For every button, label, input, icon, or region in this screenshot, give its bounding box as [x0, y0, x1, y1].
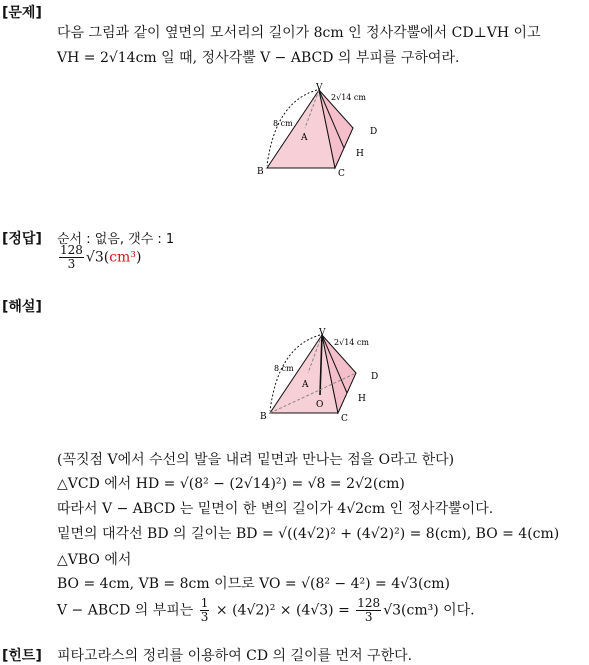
problem-line-1: 다음 그림과 같이 옆면의 모서리의 길이가 8cm 인 정사각뿔에서 CD⊥VH 이고 [57, 25, 541, 41]
pyramid-figure [255, 82, 395, 182]
problem-tag: [문제] [2, 5, 42, 21]
answer-tag: [정답] [2, 231, 42, 247]
fig1-label-side: 8 cm [273, 119, 293, 128]
result-numerator: 128 [357, 596, 381, 610]
fig1-label-v: V [316, 83, 323, 93]
volume-prefix: V − ABCD 의 부피는 [57, 602, 194, 619]
volume-fraction-third [200, 597, 210, 624]
volume-suffix: √3(cm³) 이다. [383, 602, 475, 619]
solution-line-2: △VCD 에서 HD = √(8² − (2√14)²) = √8 = 2√2(cm) [57, 476, 405, 492]
answer-root: √3( [85, 249, 110, 266]
volume-fraction-result [356, 597, 381, 624]
result-denominator: 3 [364, 610, 373, 624]
pyramid-figure-solution [258, 327, 398, 427]
fig1-label-b: B [257, 167, 264, 177]
solution-tag: [해설] [2, 299, 42, 315]
fig2-label-c: C [341, 414, 348, 424]
fig1-label-a: A [301, 133, 308, 143]
fig1-label-h: H [356, 149, 364, 159]
fig2-label-h: H [358, 394, 366, 404]
fig1-label-edge: 2√14 cm [331, 93, 366, 102]
hint-text: 피타고라스의 정리를 이용하여 CD 의 길이를 먼저 구한다. [57, 648, 413, 664]
fig2-label-side: 8 cm [274, 364, 294, 373]
fig2-label-b: B [260, 412, 267, 422]
answer-value [57, 244, 141, 271]
fig2-label-a: A [302, 380, 309, 390]
solution-line-7 [57, 597, 475, 624]
fig2-label-d: D [371, 372, 379, 382]
answer-numerator: 128 [60, 243, 83, 257]
third-denominator: 3 [200, 610, 209, 624]
answer-denominator: 3 [67, 257, 76, 271]
answer-close: ) [135, 249, 142, 266]
solution-line-3: 따라서 V − ABCD 는 밑면이 한 변의 길이가 4√2cm 인 정사각뿔이다. [57, 501, 494, 517]
third-numerator: 1 [200, 596, 209, 610]
fig2-label-o: O [316, 400, 324, 410]
hint-tag: [힌트] [2, 648, 42, 664]
volume-middle: × (4√2)² × (4√3) = [215, 602, 350, 619]
solution-line-4: 밑면의 대각선 BD 의 길이는 BD = √((4√2)² + (4√2)²) = 8(cm), BO = 4(cm) [57, 526, 560, 542]
fig2-label-v: V [319, 328, 326, 338]
fig1-label-d: D [370, 127, 378, 137]
problem-line-2: VH = 2√14cm 일 때, 정사각뿔 V − ABCD 의 부피를 구하여라. [57, 50, 460, 66]
solution-line-6: BO = 4cm, VB = 8cm 이므로 VO = √(8² − 4²) = 4√3(cm) [57, 576, 450, 592]
answer-meta: 순서 : 없음, 갯수 : 1 [57, 232, 175, 247]
solution-line-5: △VBO 에서 [57, 552, 132, 568]
solution-line-1: (꼭짓점 V에서 수선의 발을 내려 밑면과 만나는 점을 O라고 한다) [57, 452, 455, 468]
fig2-label-edge: 2√14 cm [334, 338, 369, 347]
answer-fraction [59, 244, 84, 271]
answer-unit: cm³ [109, 249, 136, 266]
fig1-label-c: C [338, 169, 345, 179]
